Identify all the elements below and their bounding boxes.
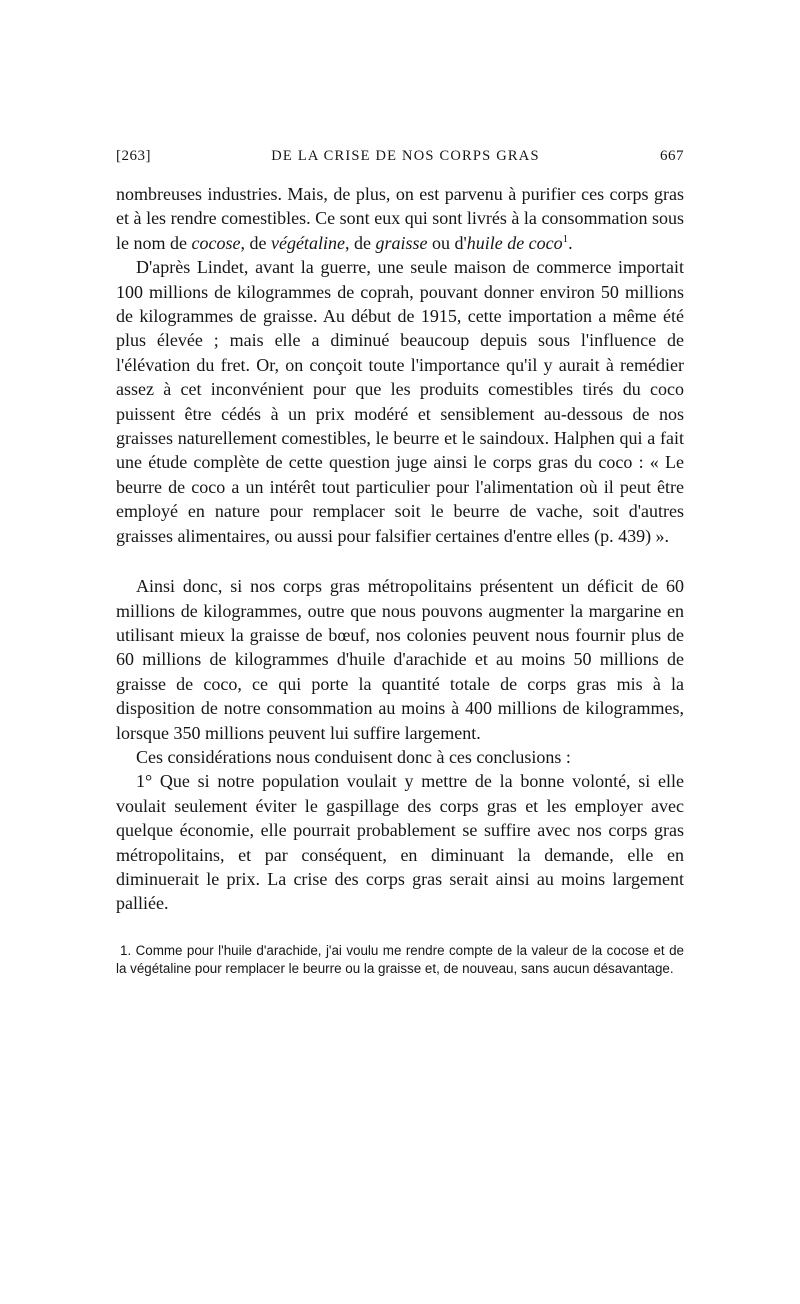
paragraph-4: Ces considérations nous conduisent donc à ces conclusions : (136, 746, 571, 767)
running-header (116, 148, 684, 172)
paragraph-2: D'après Lindet, avant la guerre, une seule maison de commerce importait 100 millions de kilogrammes de coprah, pouvant donner environ 50 millions de kilogrammes de graisse. Au début de 1915, cette importation a même été plus élevée ; mais elle a diminué beaucoup depuis sous l'influence de l'élévation du fret. Or, on conçoit toute l'importance qu'il y aurait à remédier assez à cet inconvénient pour que les produits comestibles tirés du coco puissent être cédés à un prix modéré et sensiblement au-dessous de nos graisses naturellement comestibles, le beurre et le saindoux. Halphen qui a fait une étude complète de cette question juge ainsi le corps gras du coco : « Le beurre de coco a un intérêt tout particulier pour l'alimentation où il peut être employé en nature pour remplacer soit le beurre de vache, soit d'autres graisses alimentaires, ou aussi pour falsifier certaines d'entre elles (p. 439) ». (116, 257, 684, 546)
footnote (116, 942, 684, 978)
term-graisse: graisse (375, 232, 428, 253)
page-reference: [263] (116, 148, 151, 164)
page-number: 667 (660, 148, 684, 164)
term-vegetaline: végétaline (270, 232, 345, 253)
body-text (116, 182, 684, 916)
footnote-text: 1. Comme pour l'huile d'arachide, j'ai voulu me rendre compte de la valeur de la cocose et de la végétaline pour remplacer le beurre ou la graisse et, de nouveau, sans aucun désavantage. (116, 942, 684, 976)
paragraph-3: Ainsi donc, si nos corps gras métropolitains présentent un déficit de 60 millions de kilogrammes, outre que nous pouvons augmenter la margarine en utilisant mieux la graisse de bœuf, nos colonies peuvent nous fournir plus de 60 millions de kilogrammes d'huile d'arachide et au moins 50 millions de graisse de coco, ce qui porte la quantité totale de corps gras mis à la disposition de notre consommation au moins à 400 millions de kilogrammes, lorsque 350 millions peuvent lui suffire largement. (116, 576, 684, 743)
running-title: DE LA CRISE DE NOS CORPS GRAS (271, 148, 540, 164)
paragraph-1: nombreuses industries. Mais, de plus, on est parvenu à purifier ces corps gras et à les rendre comestibles. Ce sont eux qui sont livrés à la consommation sous le nom de cocose, de végétaline, de graisse ou d'huile de coco$^1$. (116, 184, 684, 253)
term-cocose: cocose (191, 232, 241, 253)
term-huile-de-coco: huile de coco (466, 232, 563, 253)
paragraph-5: 1° Que si notre population voulait y mettre de la bonne volonté, si elle voulait seulement éviter le gaspillage des corps gras et les employer avec quelque économie, elle pourrait probablement se suffire avec nos corps gras métropolitains, et par conséquent, en diminuant la demande, elle en diminuerait le prix. La crise des corps gras serait ainsi au moins largement palliée. (116, 771, 684, 914)
footnote-marker: 1 (562, 232, 569, 245)
section-gap (116, 548, 684, 574)
book-page (116, 148, 684, 978)
